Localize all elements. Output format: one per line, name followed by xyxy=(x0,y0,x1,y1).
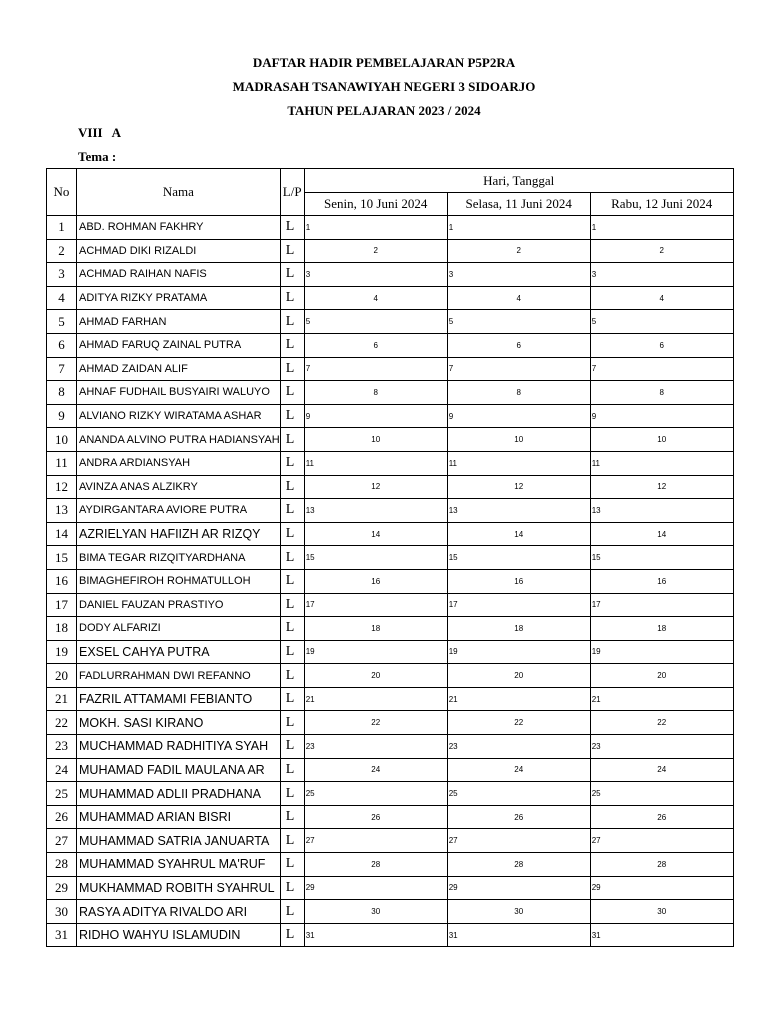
attendance-cell: 4 xyxy=(447,286,590,310)
student-name: AHMAD ZAIDAN ALIF xyxy=(77,357,281,381)
tema-label: Tema : xyxy=(78,149,117,164)
attendance-cell: 16 xyxy=(447,569,590,593)
row-number: 15 xyxy=(47,546,77,570)
attendance-cell: 29 xyxy=(304,876,447,900)
row-number: 20 xyxy=(47,664,77,688)
student-name: ACHMAD RAIHAN NAFIS xyxy=(77,263,281,287)
attendance-cell: 18 xyxy=(447,617,590,641)
attendance-cell: 5 xyxy=(447,310,590,334)
attendance-cell: 20 xyxy=(304,664,447,688)
attendance-cell: 28 xyxy=(590,853,733,877)
table-row xyxy=(47,239,734,263)
gender-cell: L xyxy=(280,687,304,711)
table-row xyxy=(47,546,734,570)
attendance-cell: 14 xyxy=(590,522,733,546)
gender-cell: L xyxy=(280,805,304,829)
row-number: 4 xyxy=(47,286,77,310)
row-number: 5 xyxy=(47,310,77,334)
student-name: DODY ALFARIZI xyxy=(77,617,281,641)
table-row xyxy=(47,475,734,499)
table-row xyxy=(47,923,734,947)
academic-year: TAHUN PELAJARAN 2023 / 2024 xyxy=(287,103,481,118)
table-row xyxy=(47,758,734,782)
attendance-cell: 1 xyxy=(447,216,590,240)
header-day-3: Rabu, 12 Juni 2024 xyxy=(590,193,733,216)
attendance-cell: 31 xyxy=(590,923,733,947)
table-row xyxy=(47,381,734,405)
attendance-cell: 29 xyxy=(590,876,733,900)
header-no: No xyxy=(47,169,77,216)
attendance-cell: 15 xyxy=(590,546,733,570)
attendance-cell: 10 xyxy=(447,428,590,452)
student-name: MUHAMMAD ARIAN BISRI xyxy=(77,805,281,829)
gender-cell: L xyxy=(280,617,304,641)
row-number: 21 xyxy=(47,687,77,711)
student-name: RASYA ADITYA RIVALDO ARI xyxy=(77,900,281,924)
gender-cell: L xyxy=(280,310,304,334)
header-hari-tanggal: Hari, Tanggal xyxy=(304,169,733,193)
row-number: 31 xyxy=(47,923,77,947)
student-name: AHMAD FARHAN xyxy=(77,310,281,334)
student-name: MOKH. SASI KIRANO xyxy=(77,711,281,735)
attendance-cell: 21 xyxy=(590,687,733,711)
table-row xyxy=(47,216,734,240)
student-name: AYDIRGANTARA AVIORE PUTRA xyxy=(77,499,281,523)
attendance-cell: 26 xyxy=(590,805,733,829)
gender-cell: L xyxy=(280,546,304,570)
row-number: 14 xyxy=(47,522,77,546)
attendance-cell: 25 xyxy=(447,782,590,806)
gender-cell: L xyxy=(280,216,304,240)
row-number: 24 xyxy=(47,758,77,782)
table-row xyxy=(47,735,734,759)
gender-cell: L xyxy=(280,381,304,405)
table-row xyxy=(47,522,734,546)
row-number: 6 xyxy=(47,333,77,357)
attendance-cell: 18 xyxy=(304,617,447,641)
attendance-cell: 1 xyxy=(304,216,447,240)
gender-cell: L xyxy=(280,475,304,499)
attendance-cell: 7 xyxy=(304,357,447,381)
table-row xyxy=(47,569,734,593)
row-number: 17 xyxy=(47,593,77,617)
gender-cell: L xyxy=(280,451,304,475)
attendance-cell: 19 xyxy=(447,640,590,664)
attendance-cell: 15 xyxy=(447,546,590,570)
attendance-cell: 17 xyxy=(304,593,447,617)
row-number: 25 xyxy=(47,782,77,806)
row-number: 23 xyxy=(47,735,77,759)
attendance-cell: 19 xyxy=(304,640,447,664)
row-number: 12 xyxy=(47,475,77,499)
table-row xyxy=(47,333,734,357)
attendance-cell: 11 xyxy=(447,451,590,475)
attendance-cell: 20 xyxy=(447,664,590,688)
attendance-cell: 2 xyxy=(590,239,733,263)
table-row xyxy=(47,404,734,428)
attendance-cell: 26 xyxy=(447,805,590,829)
student-name: MUHAMMAD ADLII PRADHANA xyxy=(77,782,281,806)
table-row xyxy=(47,853,734,877)
attendance-cell: 9 xyxy=(447,404,590,428)
gender-cell: L xyxy=(280,711,304,735)
attendance-cell: 13 xyxy=(304,499,447,523)
attendance-cell: 21 xyxy=(304,687,447,711)
attendance-cell: 27 xyxy=(590,829,733,853)
table-row xyxy=(47,687,734,711)
row-number: 8 xyxy=(47,381,77,405)
row-number: 2 xyxy=(47,239,77,263)
attendance-cell: 24 xyxy=(447,758,590,782)
student-name: AZRIELYAN HAFIIZH AR RIZQY xyxy=(77,522,281,546)
student-name: MUKHAMMAD ROBITH SYAHRUL xyxy=(77,876,281,900)
row-number: 13 xyxy=(47,499,77,523)
row-number: 27 xyxy=(47,829,77,853)
attendance-cell: 9 xyxy=(590,404,733,428)
attendance-cell: 25 xyxy=(590,782,733,806)
attendance-cell: 8 xyxy=(590,381,733,405)
student-name: RIDHO WAHYU ISLAMUDIN xyxy=(77,923,281,947)
table-row xyxy=(47,263,734,287)
attendance-cell: 13 xyxy=(447,499,590,523)
attendance-cell: 28 xyxy=(447,853,590,877)
row-number: 19 xyxy=(47,640,77,664)
gender-cell: L xyxy=(280,923,304,947)
attendance-cell: 2 xyxy=(447,239,590,263)
gender-cell: L xyxy=(280,239,304,263)
attendance-cell: 6 xyxy=(590,333,733,357)
attendance-cell: 16 xyxy=(590,569,733,593)
attendance-cell: 27 xyxy=(304,829,447,853)
attendance-cell: 3 xyxy=(447,263,590,287)
row-number: 26 xyxy=(47,805,77,829)
header-day-2: Selasa, 11 Juni 2024 xyxy=(447,193,590,216)
gender-cell: L xyxy=(280,499,304,523)
table-row xyxy=(47,900,734,924)
attendance-cell: 16 xyxy=(304,569,447,593)
table-row xyxy=(47,805,734,829)
attendance-cell: 14 xyxy=(304,522,447,546)
row-number: 3 xyxy=(47,263,77,287)
student-name: AHNAF FUDHAIL BUSYAIRI WALUYO xyxy=(77,381,281,405)
attendance-cell: 4 xyxy=(304,286,447,310)
attendance-cell: 15 xyxy=(304,546,447,570)
table-row xyxy=(47,640,734,664)
row-number: 29 xyxy=(47,876,77,900)
attendance-cell: 12 xyxy=(304,475,447,499)
row-number: 11 xyxy=(47,451,77,475)
table-row xyxy=(47,829,734,853)
student-name: ABD. ROHMAN FAKHRY xyxy=(77,216,281,240)
attendance-cell: 5 xyxy=(304,310,447,334)
table-row xyxy=(47,451,734,475)
student-name: FAZRIL ATTAMAMI FEBIANTO xyxy=(77,687,281,711)
gender-cell: L xyxy=(280,664,304,688)
attendance-cell: 7 xyxy=(447,357,590,381)
attendance-table xyxy=(46,168,734,947)
gender-cell: L xyxy=(280,333,304,357)
gender-cell: L xyxy=(280,829,304,853)
student-name: BIMAGHEFIROH ROHMATULLOH xyxy=(77,569,281,593)
attendance-cell: 28 xyxy=(304,853,447,877)
attendance-cell: 10 xyxy=(590,428,733,452)
attendance-cell: 31 xyxy=(304,923,447,947)
attendance-cell: 8 xyxy=(304,381,447,405)
attendance-cell: 17 xyxy=(590,593,733,617)
attendance-cell: 18 xyxy=(590,617,733,641)
student-name: MUHAMAD FADIL MAULANA AR xyxy=(77,758,281,782)
student-name: DANIEL FAUZAN PRASTIYO xyxy=(77,593,281,617)
attendance-cell: 9 xyxy=(304,404,447,428)
gender-cell: L xyxy=(280,569,304,593)
gender-cell: L xyxy=(280,876,304,900)
attendance-cell: 4 xyxy=(590,286,733,310)
gender-cell: L xyxy=(280,404,304,428)
gender-cell: L xyxy=(280,593,304,617)
attendance-cell: 7 xyxy=(590,357,733,381)
header-day-1: Senin, 10 Juni 2024 xyxy=(304,193,447,216)
attendance-cell: 6 xyxy=(304,333,447,357)
attendance-cell: 23 xyxy=(304,735,447,759)
attendance-cell: 27 xyxy=(447,829,590,853)
attendance-cell: 22 xyxy=(304,711,447,735)
row-number: 22 xyxy=(47,711,77,735)
student-name: ADITYA RIZKY PRATAMA xyxy=(77,286,281,310)
attendance-cell: 20 xyxy=(590,664,733,688)
table-row xyxy=(47,428,734,452)
attendance-cell: 12 xyxy=(447,475,590,499)
header-lp: L/P xyxy=(280,169,304,216)
attendance-cell: 5 xyxy=(590,310,733,334)
attendance-cell: 3 xyxy=(304,263,447,287)
attendance-cell: 23 xyxy=(590,735,733,759)
gender-cell: L xyxy=(280,357,304,381)
attendance-cell: 1 xyxy=(590,216,733,240)
attendance-cell: 31 xyxy=(447,923,590,947)
gender-cell: L xyxy=(280,522,304,546)
attendance-cell: 21 xyxy=(447,687,590,711)
attendance-cell: 2 xyxy=(304,239,447,263)
gender-cell: L xyxy=(280,735,304,759)
attendance-cell: 17 xyxy=(447,593,590,617)
student-name: ANDRA ARDIANSYAH xyxy=(77,451,281,475)
student-name: ACHMAD DIKI RIZALDI xyxy=(77,239,281,263)
student-name: MUHAMMAD SATRIA JANUARTA xyxy=(77,829,281,853)
student-name: ALVIANO RIZKY WIRATAMA ASHAR xyxy=(77,404,281,428)
attendance-cell: 8 xyxy=(447,381,590,405)
gender-cell: L xyxy=(280,428,304,452)
attendance-cell: 24 xyxy=(590,758,733,782)
table-row xyxy=(47,664,734,688)
gender-cell: L xyxy=(280,286,304,310)
gender-cell: L xyxy=(280,782,304,806)
table-body xyxy=(47,216,734,947)
attendance-cell: 10 xyxy=(304,428,447,452)
student-name: BIMA TEGAR RIZQITYARDHANA xyxy=(77,546,281,570)
row-number: 1 xyxy=(47,216,77,240)
attendance-cell: 25 xyxy=(304,782,447,806)
row-number: 7 xyxy=(47,357,77,381)
table-row xyxy=(47,310,734,334)
attendance-cell: 29 xyxy=(447,876,590,900)
gender-cell: L xyxy=(280,640,304,664)
row-number: 18 xyxy=(47,617,77,641)
attendance-cell: 11 xyxy=(304,451,447,475)
attendance-cell: 3 xyxy=(590,263,733,287)
attendance-cell: 22 xyxy=(447,711,590,735)
header-nama: Nama xyxy=(77,169,281,216)
student-name: AVINZA ANAS ALZIKRY xyxy=(77,475,281,499)
student-name: EXSEL CAHYA PUTRA xyxy=(77,640,281,664)
row-number: 9 xyxy=(47,404,77,428)
table-row xyxy=(47,499,734,523)
table-row xyxy=(47,711,734,735)
gender-cell: L xyxy=(280,263,304,287)
table-row xyxy=(47,876,734,900)
row-number: 16 xyxy=(47,569,77,593)
attendance-cell: 30 xyxy=(304,900,447,924)
attendance-cell: 30 xyxy=(590,900,733,924)
student-name: FADLURRAHMAN DWI REFANNO xyxy=(77,664,281,688)
gender-cell: L xyxy=(280,758,304,782)
attendance-cell: 11 xyxy=(590,451,733,475)
attendance-cell: 14 xyxy=(447,522,590,546)
gender-cell: L xyxy=(280,900,304,924)
student-name: MUHAMMAD SYAHRUL MA'RUF xyxy=(77,853,281,877)
table-row xyxy=(47,357,734,381)
table-row xyxy=(47,286,734,310)
attendance-cell: 22 xyxy=(590,711,733,735)
attendance-cell: 12 xyxy=(590,475,733,499)
row-number: 10 xyxy=(47,428,77,452)
attendance-cell: 30 xyxy=(447,900,590,924)
row-number: 30 xyxy=(47,900,77,924)
student-name: ANANDA ALVINO PUTRA HADIANSYAH xyxy=(77,428,281,452)
attendance-cell: 13 xyxy=(590,499,733,523)
school-name: MADRASAH TSANAWIYAH NEGERI 3 SIDOARJO xyxy=(232,79,536,94)
student-name: AHMAD FARUQ ZAINAL PUTRA xyxy=(77,333,281,357)
table-row xyxy=(47,782,734,806)
attendance-cell: 26 xyxy=(304,805,447,829)
gender-cell: L xyxy=(280,853,304,877)
attendance-cell: 6 xyxy=(447,333,590,357)
table-row xyxy=(47,617,734,641)
student-name: MUCHAMMAD RADHITIYA SYAH xyxy=(77,735,281,759)
document-title: DAFTAR HADIR PEMBELAJARAN P5P2RA xyxy=(252,55,516,70)
attendance-cell: 24 xyxy=(304,758,447,782)
attendance-cell: 19 xyxy=(590,640,733,664)
row-number: 28 xyxy=(47,853,77,877)
class-label: VIII A xyxy=(78,125,121,140)
attendance-cell: 23 xyxy=(447,735,590,759)
table-row xyxy=(47,593,734,617)
